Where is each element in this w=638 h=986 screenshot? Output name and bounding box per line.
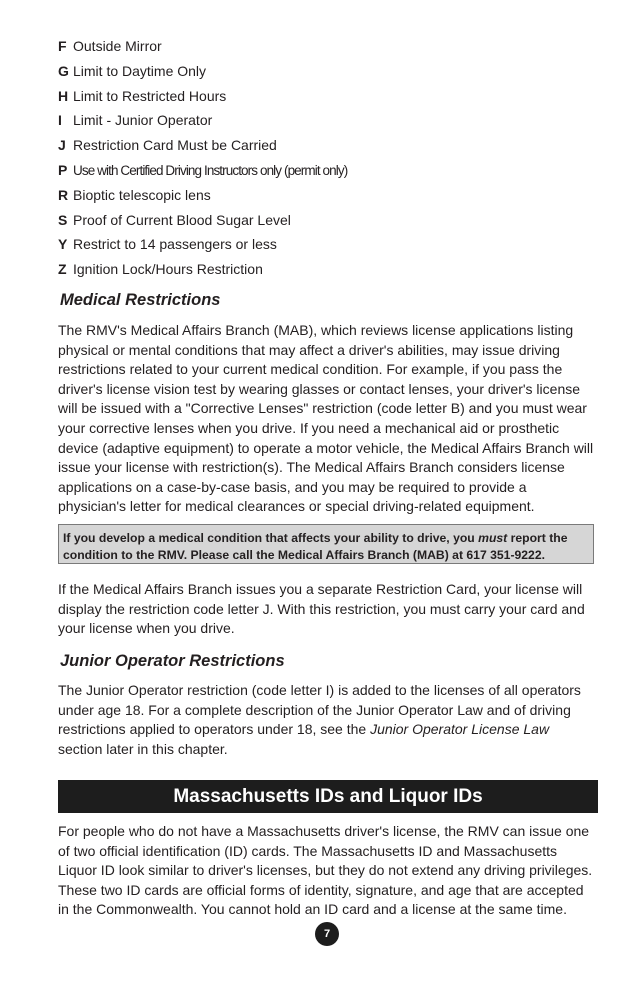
alert-text-start: If you develop a medical condition that affects your ability to drive, you — [63, 531, 479, 545]
code-letter: G — [58, 62, 69, 79]
restriction-code-item — [58, 59, 347, 84]
restriction-code-list — [58, 34, 347, 282]
code-letter: Z — [58, 261, 67, 278]
alert-emphasis: must — [478, 531, 508, 545]
medical-alert-box — [58, 524, 594, 564]
code-description: Limit - Junior Operator — [73, 112, 213, 129]
code-description: Ignition Lock/Hours Restriction — [73, 261, 263, 278]
code-description: Restrict to 14 passengers or less — [73, 236, 277, 253]
code-description: Bioptic telescopic lens — [73, 186, 211, 203]
ids-section-banner: Massachusetts IDs and Liquor IDs — [58, 780, 598, 813]
code-letter: S — [58, 211, 68, 228]
code-description: Restriction Card Must be Carried — [73, 137, 277, 154]
junior-law-reference: Junior Operator License Law — [370, 721, 550, 738]
code-letter: Y — [58, 236, 68, 253]
code-letter: I — [58, 112, 62, 129]
restriction-code-item — [58, 232, 347, 257]
junior-text-start: The Junior Operator restriction (code letter I) is added to the licenses of all operators under age 18. For a complete description of the Junior Operator Law and of driving restrictions applied to operators under 18, see the — [58, 682, 581, 738]
restriction-code-item — [58, 158, 347, 183]
code-description: Proof of Current Blood Sugar Level — [73, 211, 291, 228]
restriction-code-item — [58, 133, 347, 158]
medical-paragraph: The RMV's Medical Affairs Branch (MAB), which reviews license applications listing physical or mental conditions that may affect a driver's abilities, may issue driving restrictions related to your current medical condition. For example, if you pass the driver's license vision test by wearing glasses or contact lenses, your driver's license will be issued with a "Corrective Lenses" restriction (code letter B) and you must wear your corrective lenses when you drive. If you need a mechanical aid or prosthetic device (adaptive equipment) to operate a motor vehicle, the Medical Affairs Branch will issue your license with restriction(s). The Medical Affairs Branch considers license applications on a case-by-case basis, and you may be required to provide a physician's letter for medical clearances or special driving-related equipment. — [58, 322, 594, 515]
code-letter: J — [58, 137, 66, 154]
restriction-card-paragraph: If the Medical Affairs Branch issues you a separate Restriction Card, your license will display the restriction code letter J. With this restriction, you must carry your card and your license when you drive. — [58, 581, 585, 637]
code-description: Use with Certified Driving Instructors only (permit only) — [73, 162, 348, 178]
code-letter: P — [58, 161, 68, 178]
restriction-code-item — [58, 84, 347, 109]
code-description: Outside Mirror — [73, 38, 162, 54]
restriction-code-item — [58, 183, 347, 208]
junior-operator-paragraph — [58, 681, 596, 759]
code-letter: R — [58, 186, 69, 203]
code-letter: H — [58, 87, 69, 104]
junior-operator-heading: Junior Operator Restrictions — [60, 652, 285, 670]
restriction-code-item — [58, 257, 347, 282]
junior-text-end: section later in this chapter. — [58, 740, 228, 757]
restriction-code-item — [58, 208, 347, 233]
medical-restrictions-heading: Medical Restrictions — [60, 291, 221, 309]
page-number-badge: 7 — [315, 922, 339, 946]
restriction-code-item — [58, 34, 347, 59]
alert-text-end: report the condition to the RMV. Please call the Medical Affairs Branch (MAB) at 617 351-9222. — [63, 531, 568, 562]
code-description: Limit to Daytime Only — [73, 62, 207, 79]
ids-paragraph: For people who do not have a Massachusetts driver's license, the RMV can issue one of two official identification (ID) cards. The Massachusetts ID and Massachusetts Liquor ID look similar to driver's licenses, but they do not extend any driving privileges. These two ID cards are official forms of identity, signature, and age that are accepted in the Commonwealth. You cannot hold an ID card and a license at the same time. — [58, 823, 593, 918]
restriction-code-item — [58, 108, 347, 133]
code-description: Limit to Restricted Hours — [73, 87, 227, 104]
code-letter: F — [58, 38, 67, 54]
